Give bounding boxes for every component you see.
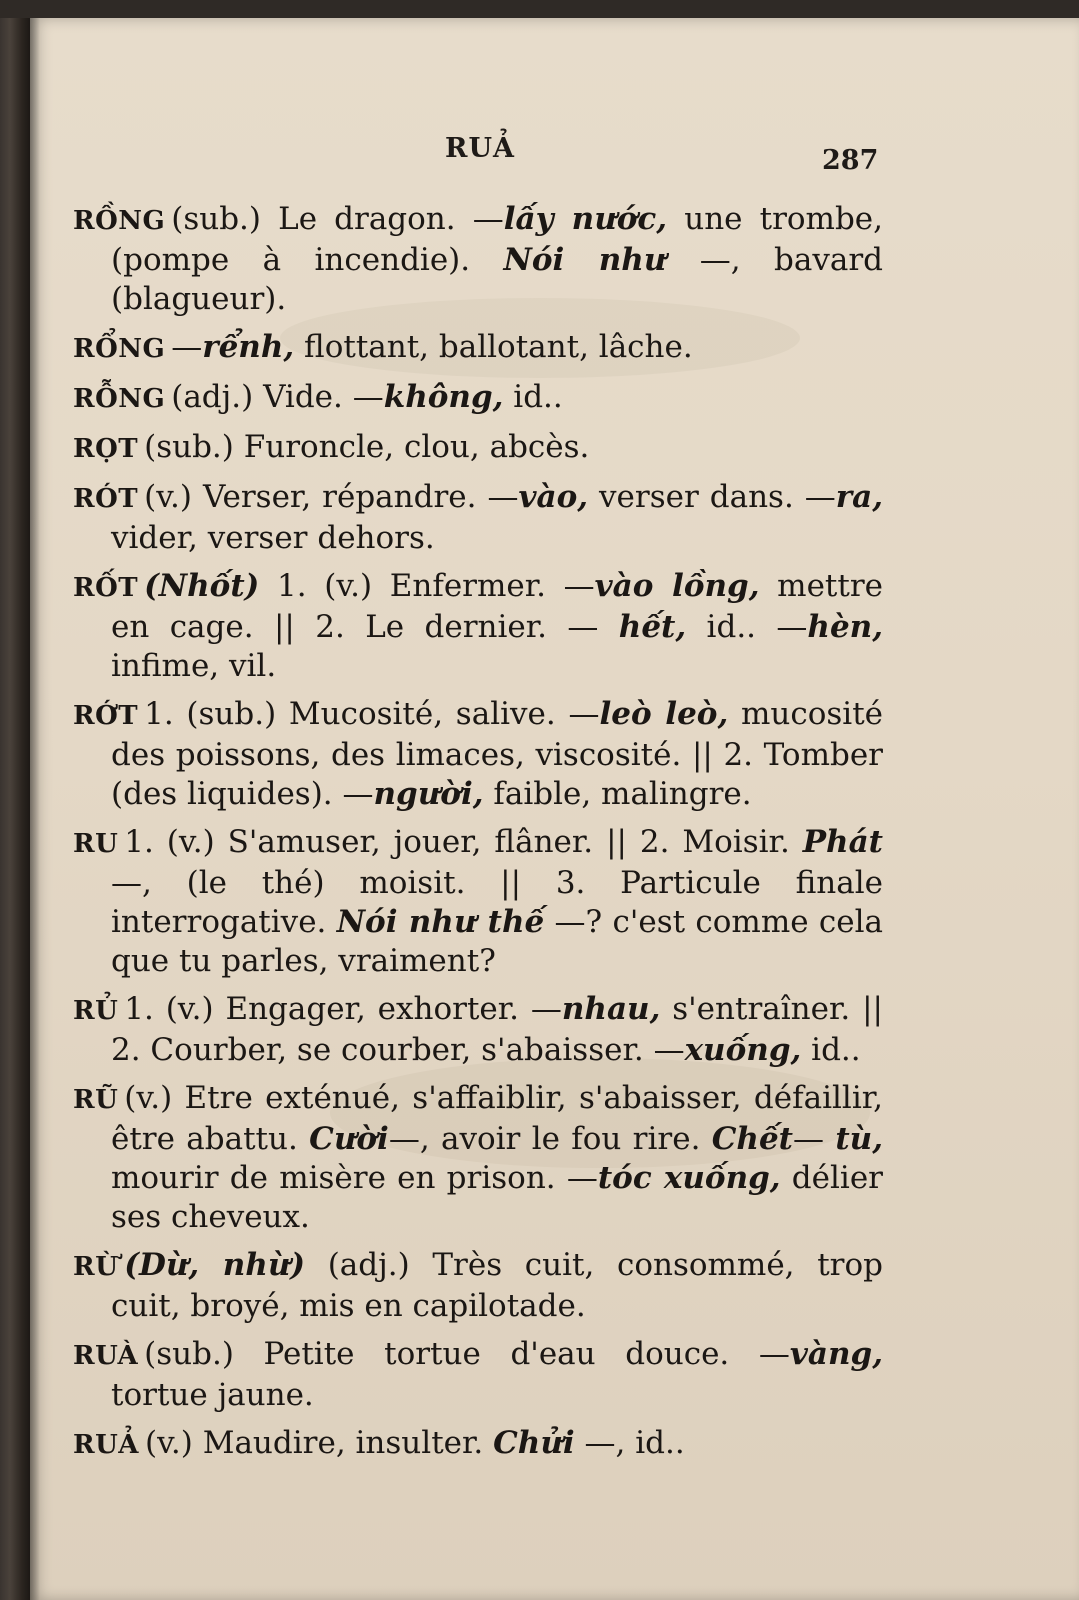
definition-text: mettre en cage. || 2. Le dernier. — — [111, 568, 883, 645]
definition-text: infime, vil. — [111, 648, 277, 684]
dictionary-entry — [73, 990, 883, 1070]
vietnamese-phrase: nhau, — [561, 991, 661, 1027]
vietnamese-phrase: (Nhốt) — [144, 568, 260, 604]
definition-text: (adj.) Très cuit, consommé, trop cuit, broyé, mis en capilotade. — [111, 1247, 883, 1324]
entry-headword: RỐT — [73, 573, 139, 603]
definition-text: id.. — [503, 379, 563, 415]
vietnamese-phrase: (Dừ, nhừ) — [124, 1247, 306, 1283]
dictionary-entry — [73, 823, 883, 981]
entry-headword: RÓT — [73, 484, 139, 514]
vietnamese-phrase: xuống, — [684, 1032, 802, 1068]
definition-text: —, avoir le fou rire. — [388, 1121, 712, 1157]
definition-text: une trombe, (pompe à incendie). — [111, 201, 883, 278]
definition-text: faible, malingre. — [483, 776, 752, 812]
definition-text: délier ses cheveux. — [111, 1160, 883, 1235]
definition-text: id.. — [801, 1032, 861, 1068]
definition-text: s'entraîner. || 2. Courber, se courber, s'abaisser. — — [111, 991, 883, 1068]
definition-text: 1. (v.) S'amuser, jouer, flâner. || 2. Moisir. — [124, 824, 803, 860]
background-strip — [0, 0, 1079, 18]
page-number: 287 — [822, 145, 879, 176]
definition-text: (v.) Etre exténué, s'affaiblir, s'abaisser, défaillir, être abattu. — [111, 1080, 883, 1157]
definition-text: —, id.. — [574, 1425, 685, 1461]
definition-text: id.. — — [686, 609, 808, 645]
definition-text: (sub.) Petite tortue d'eau douce. — — [144, 1336, 790, 1372]
entry-headword: RỦ — [73, 996, 119, 1026]
definition-text: 1. (sub.) Mucosité, salive. — — [144, 696, 600, 732]
dictionary-entry — [73, 567, 883, 686]
vietnamese-phrase: người, — [373, 776, 484, 812]
dictionary-entry — [73, 1079, 883, 1237]
definition-text: (adj.) Vide. — — [171, 379, 384, 415]
entry-headword: RU — [73, 829, 119, 859]
entry-headword: RỚT — [73, 701, 139, 731]
dictionary-entry — [73, 478, 883, 558]
vietnamese-phrase: Cười — [309, 1121, 389, 1157]
running-head: RUẢ — [445, 133, 515, 164]
vietnamese-phrase: leò leò, — [599, 696, 729, 732]
dictionary-entry — [73, 1424, 883, 1465]
definition-text: —, bavard (blagueur). — [111, 242, 883, 317]
vietnamese-phrase: rểnh, — [202, 329, 295, 365]
definition-text: (v.) Maudire, insulter. — [144, 1425, 494, 1461]
dictionary-entry — [73, 1335, 883, 1415]
vietnamese-phrase: Chửi — [493, 1425, 575, 1461]
vietnamese-phrase: hết, — [618, 609, 687, 645]
vietnamese-phrase: tù, — [835, 1121, 883, 1157]
definition-text: verser dans. — — [588, 479, 836, 515]
entry-headword: RUÀ — [73, 1341, 139, 1371]
definition-text: vider, verser dehors. — [111, 520, 435, 556]
vietnamese-phrase: vào lồng, — [594, 568, 760, 604]
page-gutter-shadow — [30, 18, 40, 1600]
definition-text: (v.) Verser, répandre. — — [144, 479, 519, 515]
entry-headword: RỪ — [73, 1252, 119, 1282]
entry-headword: RỖNG — [73, 384, 166, 414]
definition-text: mourir de misère en prison. — — [111, 1160, 598, 1196]
entry-headword: RỒNG — [73, 206, 166, 236]
definition-text: tortue jaune. — [111, 1377, 314, 1413]
vietnamese-phrase: Chết — [711, 1121, 794, 1157]
vietnamese-phrase: ra, — [835, 479, 883, 515]
dictionary-entry — [73, 1246, 883, 1326]
vietnamese-phrase: hèn, — [807, 609, 883, 645]
vietnamese-phrase: tóc xuống, — [597, 1160, 781, 1196]
definition-text: (sub.) Furoncle, clou, abcès. — [144, 429, 590, 465]
definition-text: 1. (v.) Enfermer. — — [259, 568, 595, 604]
vietnamese-phrase: Phát — [802, 824, 883, 860]
definition-text: —? c'est comme cela que tu parles, vraiment? — [111, 904, 883, 979]
dictionary-entry — [73, 328, 883, 369]
entry-headword: RUẢ — [73, 1430, 139, 1460]
entry-headword: RỌT — [73, 434, 139, 464]
dictionary-entry — [73, 428, 883, 469]
definition-text: — — [793, 1121, 836, 1157]
vietnamese-phrase: vào, — [518, 479, 589, 515]
vietnamese-phrase: vàng, — [789, 1336, 883, 1372]
entry-headword: RŨ — [73, 1085, 119, 1115]
dictionary-entry — [73, 695, 883, 814]
vietnamese-phrase: không, — [383, 379, 504, 415]
definition-text: flottant, ballotant, lâche. — [294, 329, 693, 365]
dictionary-entry — [73, 378, 883, 419]
dictionary-entries — [73, 200, 883, 1474]
vietnamese-phrase: Nói như thế — [336, 904, 545, 940]
definition-text: —, (le thé) moisit. || 3. Particule finale interrogative. — [111, 865, 883, 940]
definition-text: 1. (v.) Engager, exhorter. — — [124, 991, 562, 1027]
book-page — [30, 18, 1079, 1600]
definition-text: — — [171, 329, 203, 365]
entry-headword: RỔNG — [73, 334, 166, 364]
page-header — [30, 123, 1079, 176]
vietnamese-phrase: lấy nước, — [503, 201, 668, 237]
dictionary-entry — [73, 200, 883, 319]
definition-text: (sub.) Le dragon. — — [171, 201, 504, 237]
vietnamese-phrase: Nói như — [503, 242, 667, 278]
definition-text: mucosité des poissons, des limaces, viscosité. || 2. Tomber (des liquides). — — [111, 696, 884, 812]
